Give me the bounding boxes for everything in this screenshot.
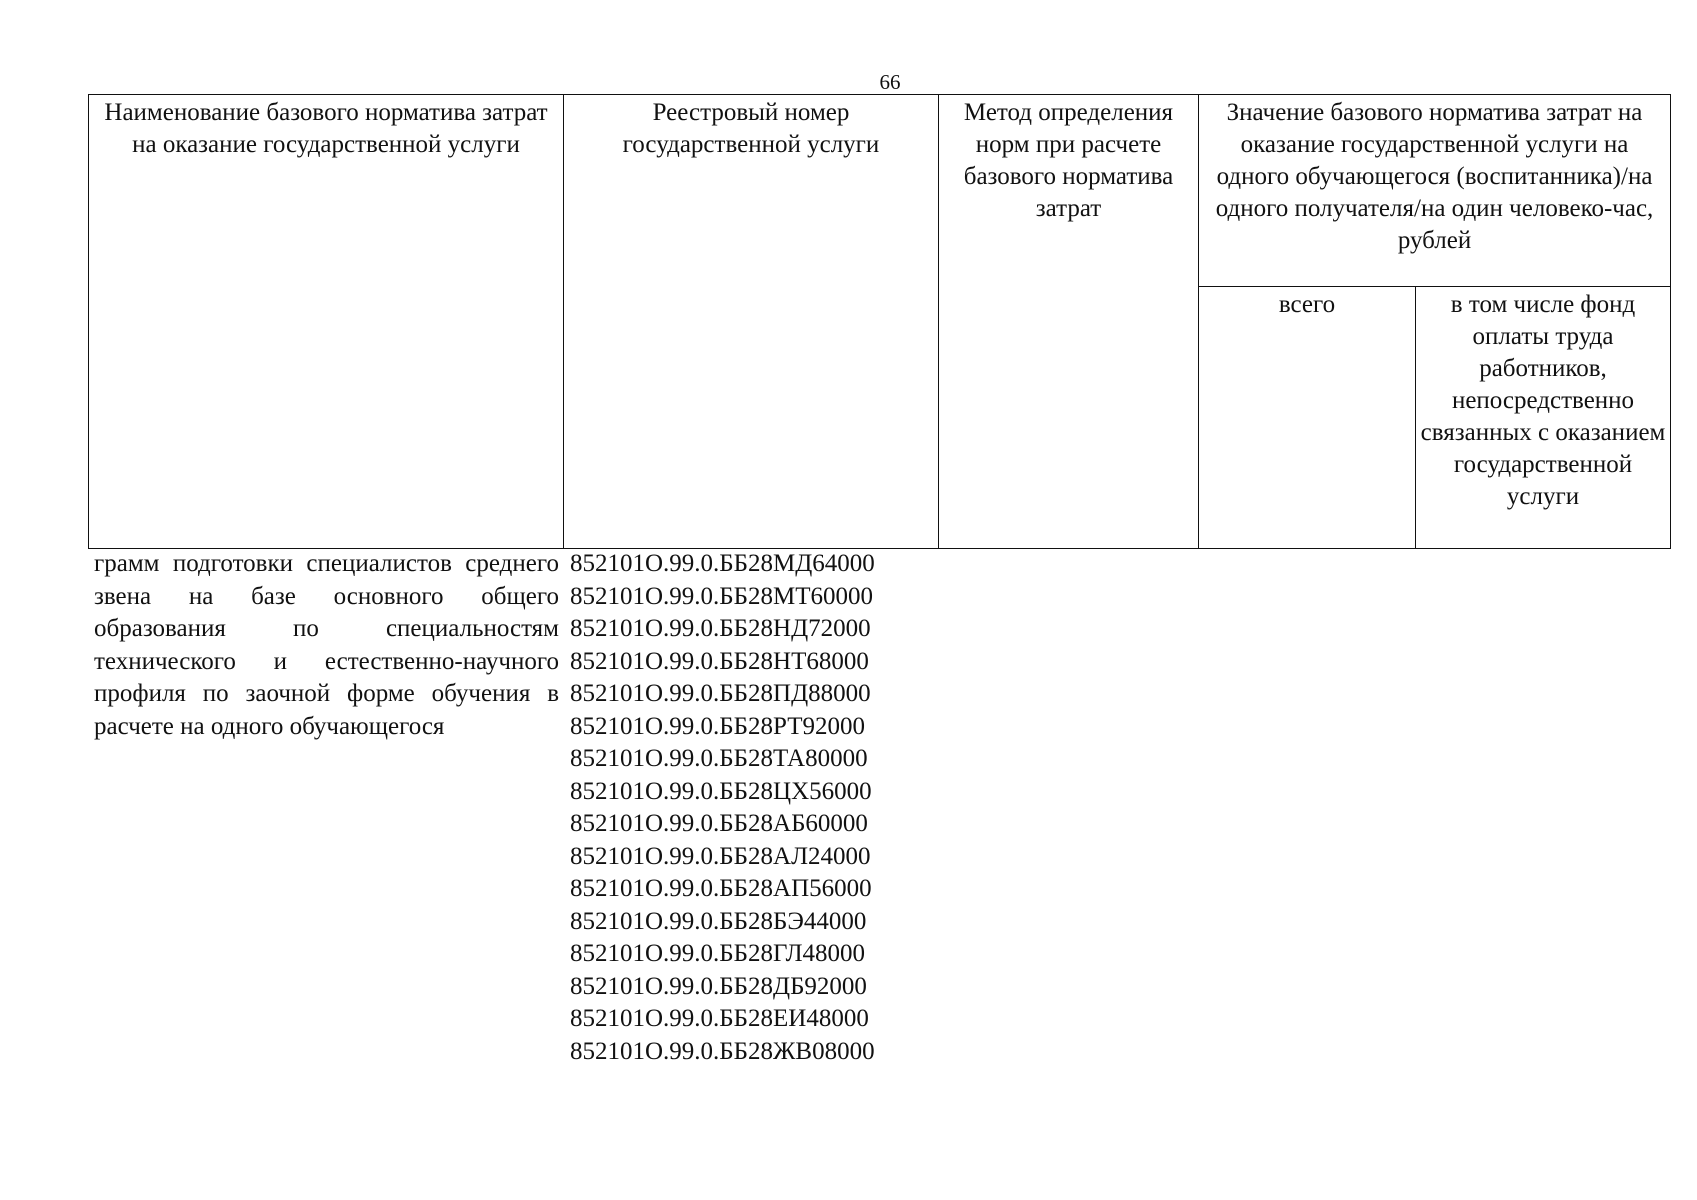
header-registry-number: Реестровый номер государственной услуги (564, 95, 939, 549)
registry-number: 852101О.99.0.ББ28АЛ24000 (570, 842, 871, 870)
header-service-name: Наименование базового норматива затрат на оказание государственной услуги (89, 95, 564, 549)
registry-number: 852101О.99.0.ББ28ДБ92000 (570, 972, 867, 1000)
norm-table-header (88, 94, 1671, 549)
registry-number: 852101О.99.0.ББ28РТ92000 (570, 712, 865, 740)
page-number: 66 (879, 70, 901, 94)
registry-number-list (570, 548, 875, 1068)
registry-number: 852101О.99.0.ББ28МД64000 (570, 550, 875, 577)
registry-number: 852101О.99.0.ББ28ЕИ48000 (570, 1005, 869, 1032)
header-method: Метод определения норм при расчете базового норматива затрат (939, 95, 1199, 549)
service-name-cell: грамм подготовки специалистов среднего звена на базе основного общего образования по специальностям технического и естественно-научного профиля по заочной форме обучения в расчете на одного обучающегося (94, 550, 559, 740)
registry-number: 852101О.99.0.ББ28ТА80000 (570, 745, 868, 772)
registry-number: 852101О.99.0.ББ28МТ60000 (570, 582, 874, 610)
registry-number: 852101О.99.0.ББ28НД72000 (570, 615, 871, 642)
registry-number: 852101О.99.0.ББ28ЦХ56000 (570, 777, 872, 805)
registry-number: 852101О.99.0.ББ28ЖВ08000 (570, 1037, 875, 1065)
header-total: всего (1199, 287, 1416, 549)
registry-number: 852101О.99.0.ББ28ГЛ48000 (570, 940, 866, 967)
registry-number: 852101О.99.0.ББ28НТ68000 (570, 647, 869, 675)
registry-number: 852101О.99.0.ББ28АБ60000 (570, 810, 868, 837)
registry-number: 852101О.99.0.ББ28БЭ44000 (570, 907, 867, 935)
header-payroll: в том числе фонд оплаты труда работников, непосредственно связанных с оказанием государственной услуги (1416, 287, 1671, 549)
registry-number: 852101О.99.0.ББ28ПД88000 (570, 680, 871, 707)
registry-number: 852101О.99.0.ББ28АП56000 (570, 875, 872, 902)
header-norm-value: Значение базового норматива затрат на оказание государственной услуги на одного обучающегося (воспитанника)/на одного получателя/на один человеко-час, рублей (1199, 95, 1671, 287)
